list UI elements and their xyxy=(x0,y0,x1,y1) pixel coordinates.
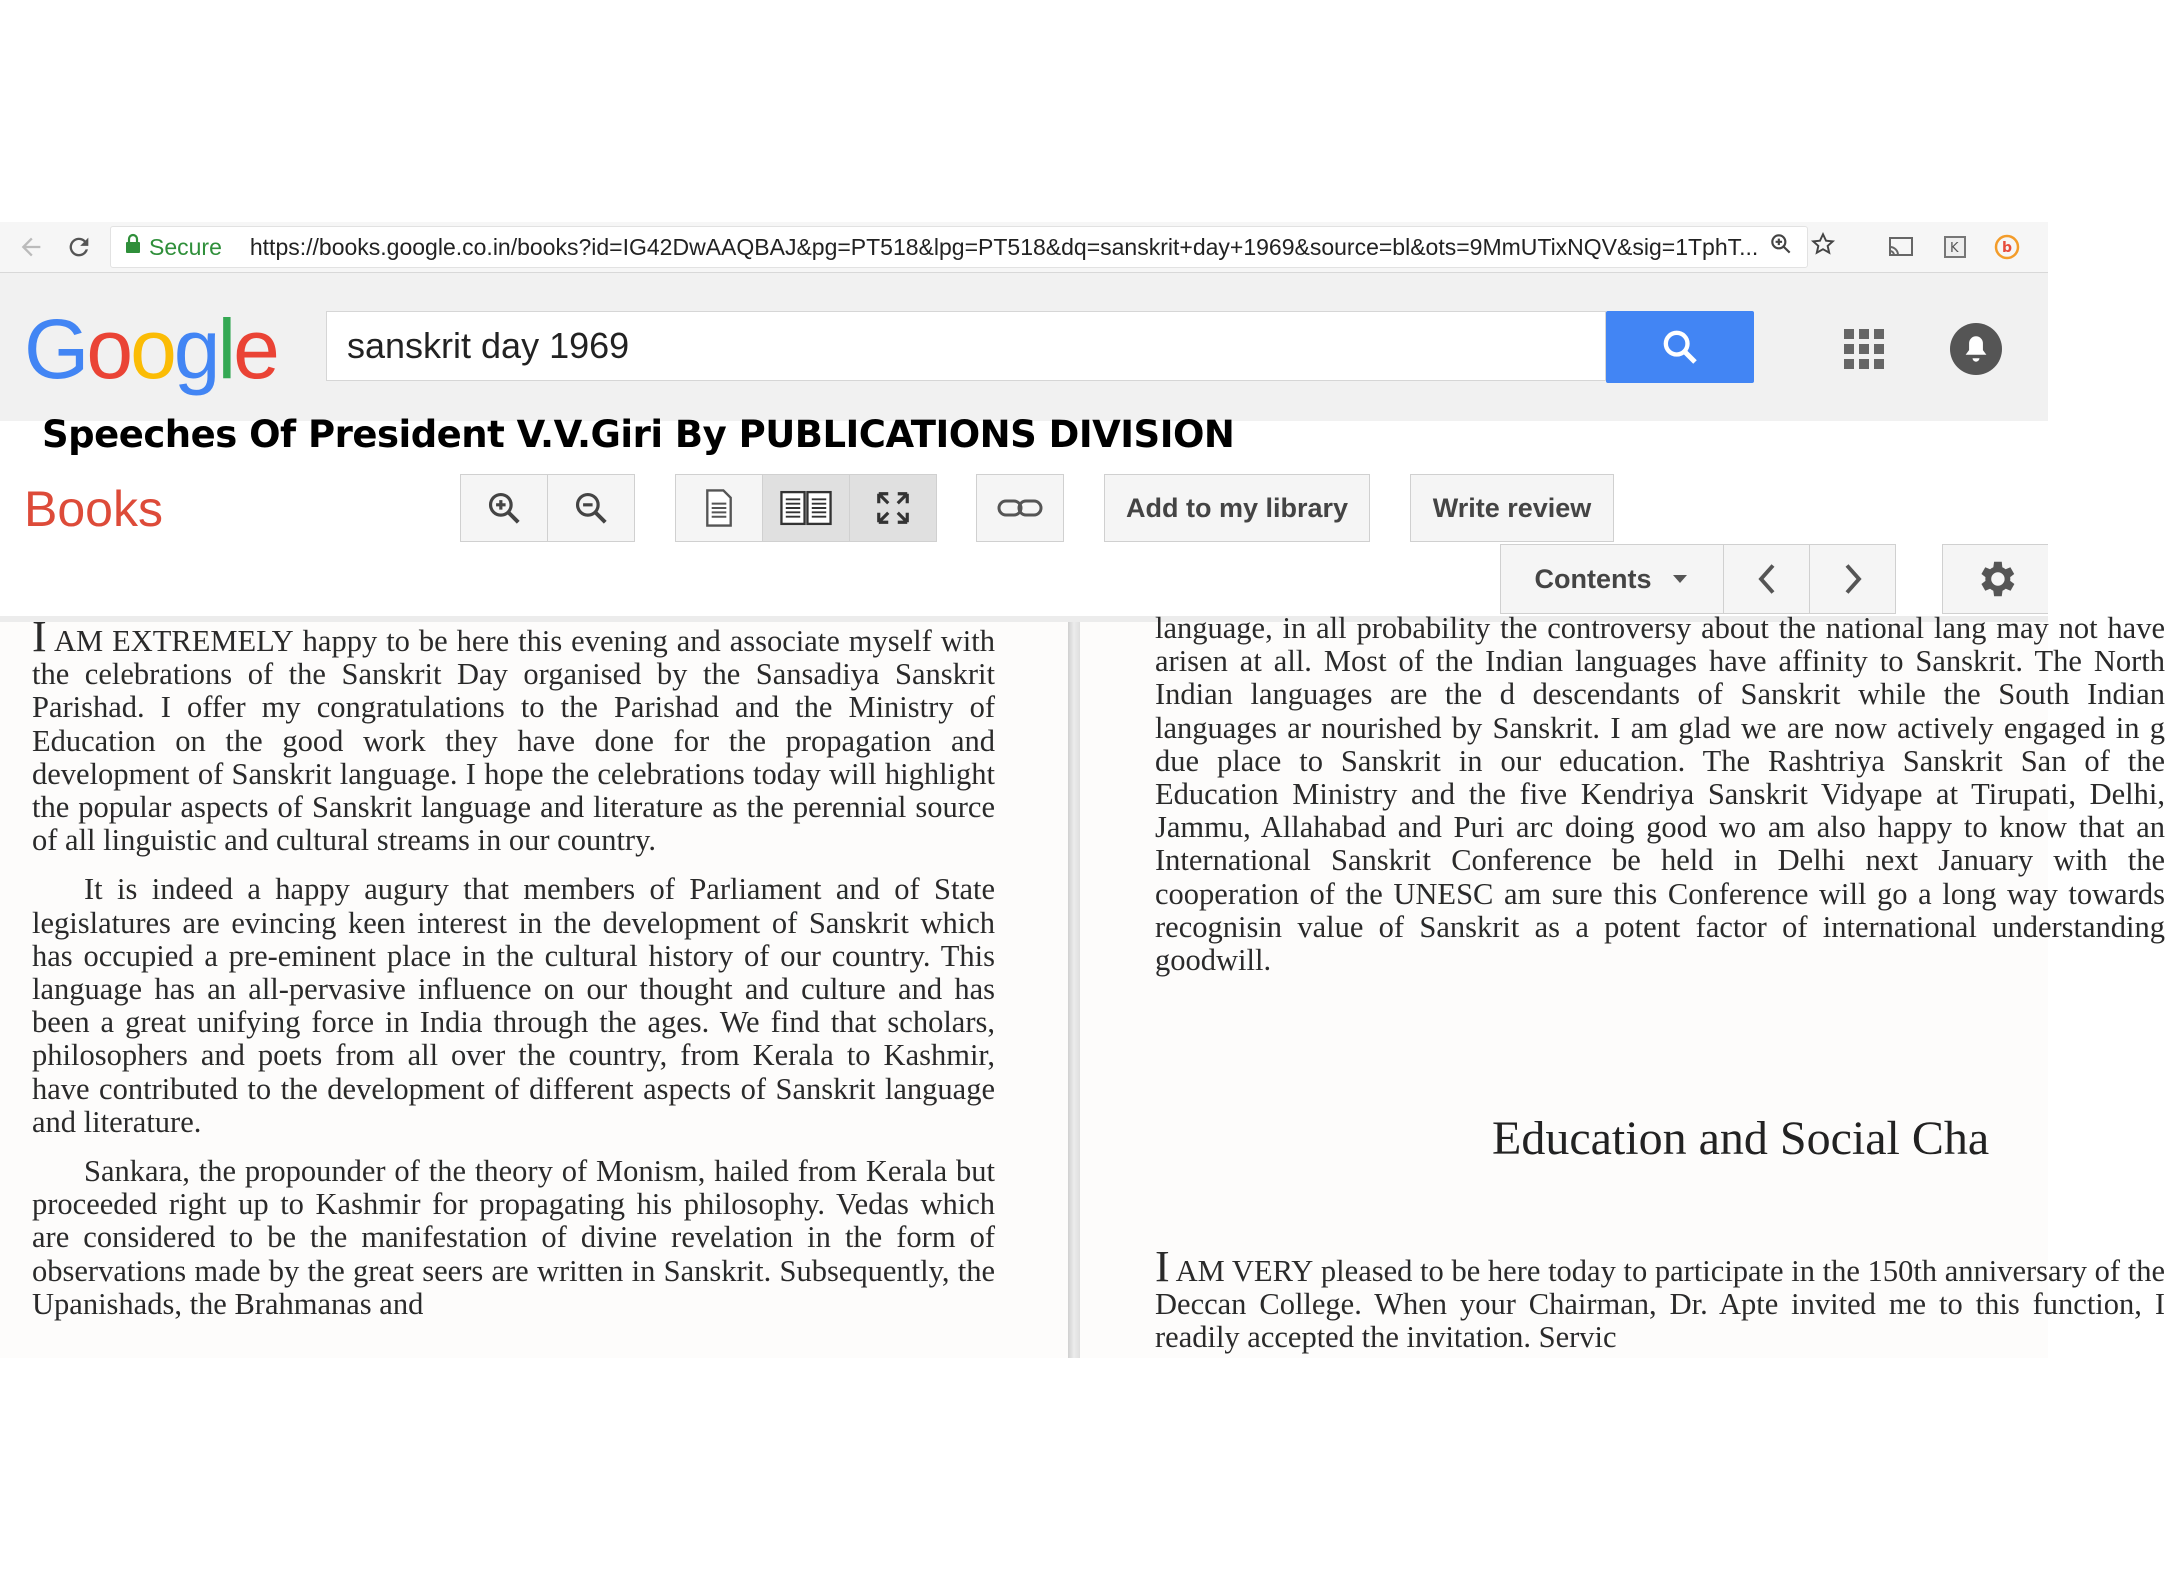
single-page-icon xyxy=(704,489,734,527)
left-page xyxy=(0,612,1068,1358)
paragraph: I AM VERY pleased to be here today to participate in the 150th anniversary of the Deccan College. When your Chairman, Dr. Apte invited me to this function, I readily accepted the invitation. Servic xyxy=(1155,1242,2165,1355)
address-bar[interactable] xyxy=(110,226,1808,268)
zoom-in-icon xyxy=(485,489,523,527)
paragraph: language, in all probability the controversy about the national lang may not have arisen at all. Most of the Indian languages have affinity to Sanskrit. The North Indian languages are the d descendants of Sanskrit while the South Indian languages ar nourished by Sanskrit. I am glad we are now actively engaged in g due place to Sanskrit in our education. The Rashtriya Sanskrit San of the Education Ministry and the five Kendriya Sanskrit Vidyape at Tirupati, Delhi, Jammu, Allahabad and Puri arc doing good wo am also happy to know that an International Sanskrit Conference be held in Delhi next January with the cooperation of the UNESC am sure this Conference will go a long way towards recognisin value of Sanskrit as a potent factor of international understanding goodwill. xyxy=(1155,611,2165,978)
chevron-right-icon xyxy=(1840,561,1866,597)
contents-label: Contents xyxy=(1534,563,1652,594)
google-logo[interactable]: Google xyxy=(24,302,277,396)
write-review-button[interactable]: Write review xyxy=(1410,474,1614,542)
url-text[interactable]: https://books.google.co.in/books?id=IG42DwAAQBAJ&pg=PT518&lpg=PT518&dq=sanskrit+day+1969&source=bl&ots=9MmUTixNQV&sig=1TphT... xyxy=(249,233,1759,260)
fullscreen-icon xyxy=(874,489,912,527)
star-icon[interactable] xyxy=(1810,231,1836,264)
settings-button[interactable] xyxy=(1942,544,2048,614)
apps-icon[interactable] xyxy=(1842,327,1886,371)
reload-icon[interactable] xyxy=(62,230,96,264)
zoom-out-button[interactable] xyxy=(547,474,635,542)
two-page-icon xyxy=(780,489,832,527)
caret-down-icon xyxy=(1670,572,1690,586)
google-header xyxy=(0,273,2048,421)
extension-icon[interactable] xyxy=(1940,232,1970,262)
chevron-left-icon xyxy=(1754,561,1780,597)
secure-label: Secure xyxy=(149,233,222,260)
add-to-library-button[interactable]: Add to my library xyxy=(1104,474,1370,542)
svg-text:b: b xyxy=(2002,240,2013,256)
lock-icon xyxy=(125,233,141,261)
books-label[interactable]: Books xyxy=(24,481,163,537)
settings-icon xyxy=(1973,556,2019,602)
fullscreen-button[interactable] xyxy=(849,474,937,542)
browser-toolbar xyxy=(0,222,2048,273)
two-page-button[interactable] xyxy=(762,474,850,542)
next-page-button[interactable] xyxy=(1809,544,1896,614)
zoom-out-icon xyxy=(572,489,610,527)
contents-dropdown[interactable] xyxy=(1500,544,1724,614)
paragraph: It is indeed a happy augury that members of Parliament and of State legislatures are evincing keen interest in the development of Sanskrit which has occupied a pre-eminent place in the cultural history of our country. This language has an all-pervasive influence on our thought and culture and has been a great unifying force in India through the ages. We find that scholars, philosophers and poets from all over the country, from Kerala to Kashmir, have contributed to the development of different aspects of Sanskrit language and literature. xyxy=(32,872,995,1139)
right-page xyxy=(1080,611,2165,1358)
book-viewer[interactable] xyxy=(0,611,2165,1358)
previous-page-button[interactable] xyxy=(1723,544,1810,614)
book-title: Speeches Of President V.V.Giri By PUBLICATIONS DIVISION xyxy=(42,413,1235,456)
extension-icon[interactable] xyxy=(1992,232,2022,262)
zoom-icon[interactable] xyxy=(1768,231,1794,264)
search-input[interactable]: sanskrit day 1969 xyxy=(326,311,1606,381)
paragraph: Sankara, the propounder of the theory of Monism, hailed from Kerala but proceeded right up to Kashmir for propagating his philosophy. Vedas which are considered to be the manifestation of divine revelation in the form of observations made by the great seers are written in Sanskrit. Subsequently, the Upanishads, the Brahmanas and xyxy=(32,1154,995,1321)
back-icon[interactable] xyxy=(14,230,48,264)
cast-icon[interactable] xyxy=(1886,232,1916,262)
svg-text:K: K xyxy=(1950,241,1959,256)
notifications-icon[interactable] xyxy=(1950,323,2002,375)
search-icon xyxy=(1660,327,1700,367)
search-button[interactable] xyxy=(1606,311,1754,383)
page-gutter xyxy=(1068,622,1080,1358)
link-icon xyxy=(997,496,1043,520)
paragraph: I AM EXTREMELY happy to be here this evening and associate myself with the celebrations of the Sanskrit Day organised by the Sansadiya Sanskrit Parishad. I offer my congratulations to the Parishad and the Ministry of Education on the good work they have done for the propagation and development of Sanskrit language. I hope the celebrations today will highlight the popular aspects of Sanskrit language and literature as the perennial source of all linguistic and cultural streams in our country. xyxy=(32,612,995,858)
single-page-button[interactable] xyxy=(675,474,763,542)
chapter-title: Education and Social Cha xyxy=(1492,1112,1990,1165)
zoom-in-button[interactable] xyxy=(460,474,548,542)
link-button[interactable] xyxy=(976,474,1064,542)
